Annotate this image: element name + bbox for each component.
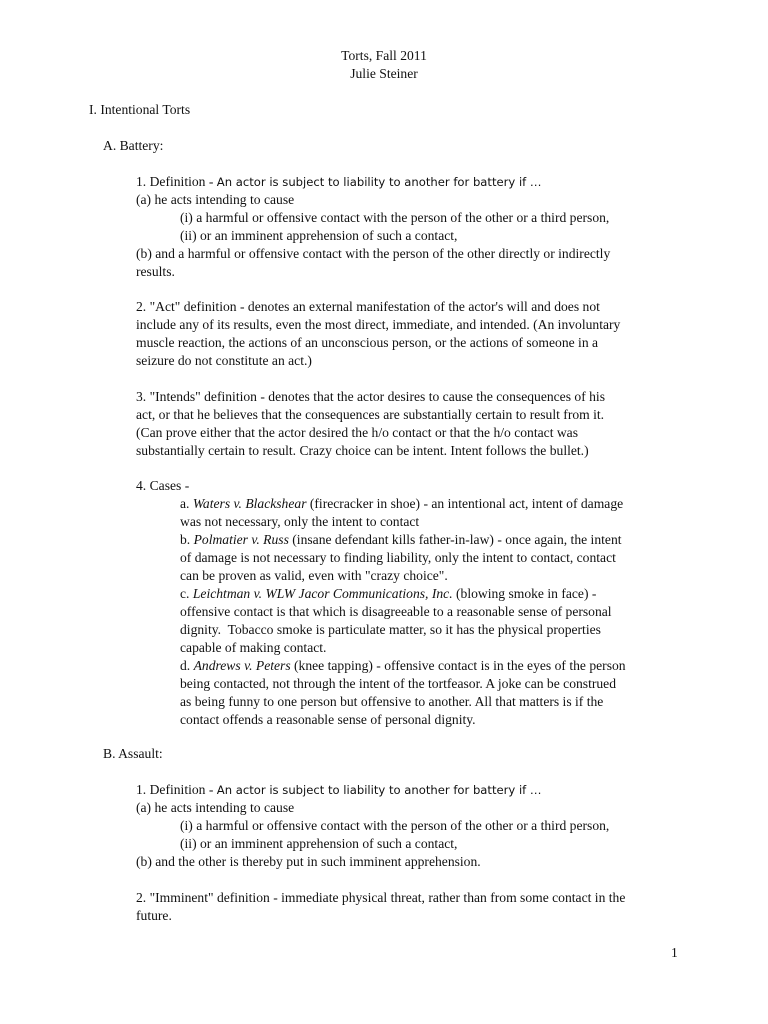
battery-element-a-i: (i) a harmful or offensive contact with the person of the other or a third person, — [180, 210, 610, 225]
battery-definition-label: 1. Definition - — [136, 174, 217, 189]
assault-definition-label: 1. Definition - — [136, 782, 217, 797]
case-summary: (blowing smoke in face) - — [452, 586, 597, 601]
case-d-line: being contacted, not through the intent of the tortfeasor. A joke can be construed — [180, 676, 617, 691]
case-prefix: a. — [180, 496, 193, 511]
case-summary: (knee tapping) - offensive contact is in the eyes of the person — [290, 658, 626, 673]
imminent-definition-line: future. — [136, 908, 172, 923]
assault-element-a-ii: (ii) or an imminent apprehension of such a contact, — [180, 836, 458, 851]
intends-definition-line: (Can prove either that the actor desired the h/o contact or that the h/o contact was — [136, 425, 579, 440]
assault-definition — [136, 781, 542, 799]
case-d — [180, 657, 626, 675]
battery-element-b-cont: results. — [136, 264, 175, 279]
act-definition-line: include any of its results, even the most direct, immediate, and intended. (An involuntary — [136, 317, 621, 332]
act-definition-line: muscle reaction, the actions of an unconscious person, or the actions of someone in a — [136, 335, 599, 350]
case-summary: (firecracker in shoe) - an intentional act, intent of damage — [306, 496, 624, 511]
case-b-line: can be proven as valid, even with "crazy choice". — [180, 568, 448, 583]
case-prefix: c. — [180, 586, 193, 601]
act-definition-line: seizure do not constitute an act.) — [136, 353, 312, 368]
case-prefix: b. — [180, 532, 194, 547]
battery-element-a: (a) he acts intending to cause — [136, 192, 295, 207]
assault-definition-text: An actor is subject to liability to another for battery if … — [216, 783, 542, 797]
case-c-line: dignity. Tobacco smoke is particulate matter, so it has the physical properties — [180, 622, 601, 637]
subsection-heading-assault: B. Assault: — [103, 746, 163, 761]
act-definition-line: 2. "Act" definition - denotes an external manifestation of the actor's will and does not — [136, 299, 600, 314]
case-d-line: as being funny to one person but offensive to another. All that matters is if the — [180, 694, 604, 709]
case-name: Andrews v. Peters — [193, 658, 291, 673]
case-d-line: contact offends a reasonable sense of personal dignity. — [180, 712, 476, 727]
subsection-heading-battery: A. Battery: — [103, 138, 164, 153]
case-c-line: offensive contact is that which is disagreeable to a reasonable sense of personal — [180, 604, 612, 619]
intends-definition-line: act, or that he believes that the consequences are substantially certain to result from it. — [136, 407, 605, 422]
section-heading-intentional-torts: I. Intentional Torts — [89, 102, 191, 117]
assault-element-a: (a) he acts intending to cause — [136, 800, 295, 815]
case-name: Leichtman v. WLW Jacor Communications, Inc. — [192, 586, 453, 601]
document-title: Torts, Fall 2011 — [341, 48, 427, 63]
page-number: 1 — [671, 945, 678, 960]
case-c — [180, 585, 596, 603]
intends-definition-line: substantially certain to result. Crazy choice can be intent. Intent follows the bullet.) — [136, 443, 589, 458]
imminent-definition-line: 2. "Imminent" definition - immediate physical threat, rather than from some contact in the — [136, 890, 626, 905]
assault-element-a-i: (i) a harmful or offensive contact with the person of the other or a third person, — [180, 818, 610, 833]
assault-element-b: (b) and the other is thereby put in such imminent apprehension. — [136, 854, 481, 869]
case-name: Polmatier v. Russ — [193, 532, 289, 547]
battery-element-a-ii: (ii) or an imminent apprehension of such a contact, — [180, 228, 458, 243]
document-author: Julie Steiner — [350, 66, 418, 81]
battery-definition — [136, 173, 542, 191]
case-a-line: was not necessary, only the intent to contact — [180, 514, 420, 529]
cases-heading: 4. Cases - — [136, 478, 190, 493]
case-prefix: d. — [180, 658, 194, 673]
case-c-line: capable of making contact. — [180, 640, 327, 655]
case-b-line: of damage is not necessary to finding liability, only the intent to contact, contact — [180, 550, 616, 565]
battery-definition-text: An actor is subject to liability to another for battery if … — [216, 175, 542, 189]
battery-element-b: (b) and a harmful or offensive contact with the person of the other directly or indirectly — [136, 246, 611, 261]
case-b — [180, 531, 622, 549]
case-a — [180, 495, 623, 513]
case-name: Waters v. Blackshear — [192, 496, 307, 511]
case-summary: (insane defendant kills father-in-law) - once again, the intent — [288, 532, 622, 547]
intends-definition-line: 3. "Intends" definition - denotes that the actor desires to cause the consequences of his — [136, 389, 605, 404]
